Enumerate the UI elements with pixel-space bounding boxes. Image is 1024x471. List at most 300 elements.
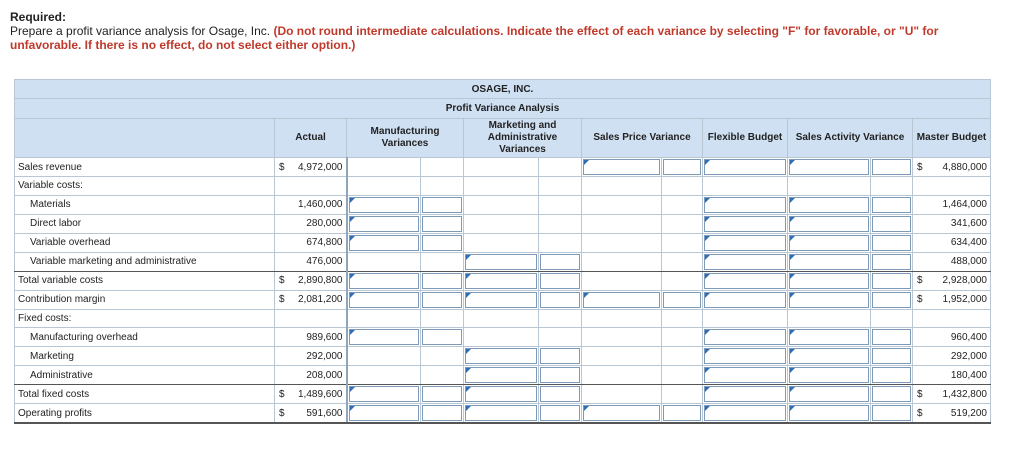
sales-activity-variance-fu-select[interactable] — [872, 405, 911, 421]
flexible-budget-input[interactable] — [704, 273, 786, 289]
mfg-variance-amount-input[interactable] — [349, 329, 420, 345]
sales-price-variance-fu-cell — [662, 347, 703, 366]
sales-price-variance-fu-select[interactable] — [663, 405, 701, 421]
mktg-variance-fu-select[interactable] — [540, 254, 580, 270]
sales-price-variance-amount-cell — [582, 233, 662, 252]
mktg-variance-amount-input[interactable] — [465, 273, 537, 289]
table-row — [15, 290, 991, 309]
actual-value — [275, 158, 347, 177]
master-value — [913, 214, 991, 233]
sales-activity-variance-fu-cell[interactable] — [871, 385, 913, 404]
sales-activity-variance-fu-cell — [871, 177, 913, 196]
mktg-variance-fu-select[interactable] — [540, 367, 580, 383]
master-amount: 341,600 — [950, 218, 987, 230]
mfg-variance-amount-cell[interactable] — [347, 404, 421, 424]
actual-amount: 476,000 — [306, 256, 343, 268]
mfg-variance-amount-input[interactable] — [349, 386, 420, 402]
flexible-budget-cell[interactable] — [703, 328, 788, 347]
master-amount: 4,880,000 — [942, 161, 987, 173]
mktg-variance-fu-cell — [539, 214, 582, 233]
mktg-variance-fu-cell — [539, 328, 582, 347]
sales-activity-variance-amount-input[interactable] — [789, 197, 869, 213]
mktg-variance-amount-input[interactable] — [465, 405, 537, 421]
flexible-budget-cell[interactable] — [703, 195, 788, 214]
mfg-variance-amount-cell[interactable] — [347, 214, 421, 233]
actual-amount: 1,489,600 — [298, 388, 343, 400]
master-value — [913, 158, 991, 177]
sales-activity-variance-amount-input[interactable] — [789, 405, 869, 421]
sales-activity-variance-amount-cell[interactable] — [788, 214, 871, 233]
mktg-variance-amount-input[interactable] — [465, 292, 537, 308]
mfg-variance-fu-cell[interactable] — [421, 404, 464, 424]
sales-price-variance-amount-cell[interactable] — [582, 158, 662, 177]
sales-activity-variance-amount-cell[interactable] — [788, 233, 871, 252]
flexible-budget-cell — [703, 177, 788, 196]
table-row — [15, 366, 991, 385]
flexible-budget-cell[interactable] — [703, 271, 788, 290]
row-label: Sales revenue — [15, 158, 275, 177]
mfg-variance-fu-cell — [421, 347, 464, 366]
actual-value — [275, 214, 347, 233]
master-value — [913, 366, 991, 385]
actual-value — [275, 347, 347, 366]
sales-price-variance-amount-cell — [582, 214, 662, 233]
currency-symbol: $ — [917, 161, 923, 173]
actual-amount: 292,000 — [306, 350, 343, 362]
row-label: Contribution margin — [15, 290, 275, 309]
master-amount: 1,464,000 — [942, 199, 987, 211]
master-value — [913, 347, 991, 366]
required-title: Required: — [10, 10, 67, 24]
actual-amount: 208,000 — [306, 369, 343, 381]
sales-price-variance-fu-cell — [662, 214, 703, 233]
col-header-manufacturing: Manufacturing Variances — [347, 119, 464, 158]
row-label: Fixed costs: — [15, 309, 275, 328]
mktg-variance-fu-select[interactable] — [540, 348, 580, 364]
mfg-variance-fu-cell — [421, 158, 464, 177]
sales-activity-variance-amount-input[interactable] — [789, 159, 869, 175]
sales-activity-variance-amount-input[interactable] — [789, 273, 869, 289]
mktg-variance-amount-input[interactable] — [465, 348, 537, 364]
mfg-variance-amount-input[interactable] — [349, 405, 420, 421]
actual-value — [275, 309, 347, 328]
mfg-variance-fu-cell[interactable] — [421, 233, 464, 252]
actual-amount: 2,081,200 — [298, 294, 343, 306]
master-amount: 180,400 — [950, 369, 987, 381]
actual-value — [275, 385, 347, 404]
master-value — [913, 328, 991, 347]
table-row — [15, 252, 991, 271]
sales-activity-variance-fu-cell[interactable] — [871, 366, 913, 385]
sales-price-variance-amount-input[interactable] — [583, 159, 660, 175]
sales-price-variance-fu-cell — [662, 252, 703, 271]
master-value — [913, 233, 991, 252]
currency-symbol: $ — [917, 388, 923, 400]
mfg-variance-amount-cell — [347, 309, 421, 328]
sales-activity-variance-fu-cell[interactable] — [871, 347, 913, 366]
mktg-variance-fu-select[interactable] — [540, 292, 580, 308]
sales-activity-variance-amount-cell[interactable] — [788, 328, 871, 347]
mfg-variance-fu-select[interactable] — [422, 292, 462, 308]
mktg-variance-fu-select[interactable] — [540, 386, 580, 402]
mktg-variance-fu-cell[interactable] — [539, 290, 582, 309]
mfg-variance-amount-cell — [347, 366, 421, 385]
sales-activity-variance-fu-select[interactable] — [872, 386, 911, 402]
row-label: Total fixed costs — [15, 385, 275, 404]
mfg-variance-amount-input[interactable] — [349, 216, 420, 232]
mfg-variance-fu-cell[interactable] — [421, 328, 464, 347]
sales-activity-variance-fu-cell[interactable] — [871, 328, 913, 347]
flexible-budget-cell[interactable] — [703, 385, 788, 404]
flexible-budget-cell[interactable] — [703, 233, 788, 252]
sales-activity-variance-fu-select[interactable] — [872, 292, 911, 308]
sales-price-variance-amount-cell — [582, 309, 662, 328]
actual-value — [275, 233, 347, 252]
table-row — [15, 309, 991, 328]
currency-symbol: $ — [279, 161, 285, 173]
sales-price-variance-amount-input[interactable] — [583, 292, 660, 308]
sales-price-variance-fu-cell — [662, 271, 703, 290]
mfg-variance-fu-select[interactable] — [422, 235, 462, 251]
master-amount: 1,432,800 — [942, 388, 987, 400]
actual-value — [275, 252, 347, 271]
master-amount: 519,200 — [950, 407, 987, 419]
master-value — [913, 195, 991, 214]
mfg-variance-amount-cell[interactable] — [347, 385, 421, 404]
mfg-variance-fu-cell — [421, 309, 464, 328]
mktg-variance-amount-cell — [464, 309, 539, 328]
mfg-variance-amount-input[interactable] — [349, 197, 420, 213]
sales-activity-variance-amount-input[interactable] — [789, 254, 869, 270]
sales-activity-variance-fu-select[interactable] — [872, 348, 911, 364]
mfg-variance-amount-cell[interactable] — [347, 233, 421, 252]
mfg-variance-fu-cell — [421, 177, 464, 196]
sales-activity-variance-fu-cell[interactable] — [871, 195, 913, 214]
flexible-budget-cell[interactable] — [703, 158, 788, 177]
sales-price-variance-fu-cell[interactable] — [662, 404, 703, 424]
table-row — [15, 214, 991, 233]
sales-price-variance-amount-cell — [582, 366, 662, 385]
flexible-budget-cell — [703, 309, 788, 328]
sales-price-variance-fu-cell[interactable] — [662, 158, 703, 177]
mfg-variance-fu-cell[interactable] — [421, 385, 464, 404]
mktg-variance-amount-cell[interactable] — [464, 347, 539, 366]
flexible-budget-cell[interactable] — [703, 366, 788, 385]
sales-activity-variance-fu-select[interactable] — [872, 273, 911, 289]
flexible-budget-cell[interactable] — [703, 214, 788, 233]
master-value — [913, 252, 991, 271]
actual-amount: 989,600 — [306, 331, 343, 343]
sales-price-variance-fu-cell — [662, 309, 703, 328]
mfg-variance-fu-cell — [421, 252, 464, 271]
sales-price-variance-amount-cell — [582, 347, 662, 366]
sales-price-variance-amount-cell[interactable] — [582, 290, 662, 309]
sales-activity-variance-amount-input[interactable] — [789, 292, 869, 308]
sales-activity-variance-fu-cell[interactable] — [871, 214, 913, 233]
mfg-variance-fu-select[interactable] — [422, 386, 462, 402]
master-amount: 488,000 — [950, 256, 987, 268]
sales-price-variance-amount-cell — [582, 328, 662, 347]
mfg-variance-amount-input[interactable] — [349, 235, 420, 251]
mktg-variance-fu-cell[interactable] — [539, 252, 582, 271]
flexible-budget-input[interactable] — [704, 235, 786, 251]
sales-activity-variance-amount-cell[interactable] — [788, 290, 871, 309]
row-label: Variable marketing and administrative — [15, 252, 275, 271]
mktg-variance-amount-cell[interactable] — [464, 385, 539, 404]
actual-amount: 1,460,000 — [298, 199, 343, 211]
mfg-variance-fu-cell — [421, 366, 464, 385]
mktg-variance-fu-cell[interactable] — [539, 404, 582, 424]
currency-symbol: $ — [917, 407, 923, 419]
row-label: Administrative — [15, 366, 275, 385]
sales-activity-variance-fu-cell[interactable] — [871, 233, 913, 252]
mktg-variance-amount-input[interactable] — [465, 386, 537, 402]
sales-activity-variance-fu-cell — [871, 309, 913, 328]
currency-symbol: $ — [917, 275, 923, 287]
sales-activity-variance-amount-cell — [788, 309, 871, 328]
mfg-variance-amount-cell[interactable] — [347, 290, 421, 309]
mfg-variance-fu-select[interactable] — [422, 405, 462, 421]
master-amount: 960,400 — [950, 331, 987, 343]
row-label: Manufacturing overhead — [15, 328, 275, 347]
currency-symbol: $ — [279, 407, 285, 419]
actual-amount: 2,890,800 — [298, 275, 343, 287]
mfg-variance-fu-select[interactable] — [422, 216, 462, 232]
sales-activity-variance-fu-cell[interactable] — [871, 271, 913, 290]
instructions — [10, 24, 1010, 52]
mktg-variance-fu-cell — [539, 309, 582, 328]
sales-activity-variance-amount-input[interactable] — [789, 348, 869, 364]
row-label: Variable overhead — [15, 233, 275, 252]
actual-value — [275, 328, 347, 347]
sales-price-variance-amount-cell — [582, 271, 662, 290]
sales-activity-variance-amount-input[interactable] — [789, 386, 869, 402]
actual-value — [275, 404, 347, 424]
mfg-variance-amount-input[interactable] — [349, 292, 420, 308]
sales-activity-variance-fu-select[interactable] — [872, 329, 911, 345]
sales-activity-variance-amount-cell[interactable] — [788, 347, 871, 366]
flexible-budget-input[interactable] — [704, 386, 786, 402]
sales-activity-variance-fu-cell[interactable] — [871, 404, 913, 424]
row-label: Operating profits — [15, 404, 275, 424]
report-title: Profit Variance Analysis — [15, 99, 991, 119]
table-row — [15, 271, 991, 290]
sales-price-variance-amount-cell — [582, 252, 662, 271]
required-instructions: (Do not round intermediate calculations. Indicate the effect of each variance by selecting "F" for favorable, or "U" for unfavorable. If there is no effect, do not select either option.) — [10, 24, 939, 52]
actual-value — [275, 290, 347, 309]
sales-activity-variance-fu-select[interactable] — [872, 159, 911, 175]
flexible-budget-cell[interactable] — [703, 347, 788, 366]
mfg-variance-amount-input[interactable] — [349, 273, 420, 289]
mktg-variance-fu-cell[interactable] — [539, 347, 582, 366]
sales-price-variance-amount-cell — [582, 385, 662, 404]
row-label: Total variable costs — [15, 271, 275, 290]
sales-activity-variance-amount-input[interactable] — [789, 367, 869, 383]
sales-activity-variance-fu-cell[interactable] — [871, 290, 913, 309]
sales-activity-variance-amount-cell[interactable] — [788, 195, 871, 214]
company-name: OSAGE, INC. — [15, 80, 991, 99]
row-label: Materials — [15, 195, 275, 214]
currency-symbol: $ — [279, 275, 285, 287]
actual-value — [275, 177, 347, 196]
actual-amount: 4,972,000 — [298, 161, 343, 173]
row-label: Variable costs: — [15, 177, 275, 196]
mktg-variance-amount-cell[interactable] — [464, 404, 539, 424]
master-value — [913, 290, 991, 309]
master-value — [913, 309, 991, 328]
mktg-variance-fu-cell[interactable] — [539, 271, 582, 290]
sales-activity-variance-amount-input[interactable] — [789, 329, 869, 345]
flexible-budget-input[interactable] — [704, 329, 786, 345]
currency-symbol: $ — [279, 388, 285, 400]
col-header-sales-activity: Sales Activity Variance — [788, 119, 913, 158]
sales-activity-variance-amount-input[interactable] — [789, 235, 869, 251]
profit-variance-table — [14, 79, 991, 424]
mktg-variance-amount-cell — [464, 177, 539, 196]
mktg-variance-amount-input[interactable] — [465, 254, 537, 270]
sales-activity-variance-amount-cell[interactable] — [788, 252, 871, 271]
mktg-variance-amount-cell[interactable] — [464, 252, 539, 271]
required-text: Prepare a profit variance analysis for Osage, Inc. — [10, 24, 271, 38]
sales-activity-variance-amount-cell[interactable] — [788, 404, 871, 424]
sales-activity-variance-amount-input[interactable] — [789, 216, 869, 232]
currency-symbol: $ — [917, 294, 923, 306]
table-row — [15, 177, 991, 196]
mfg-variance-amount-cell[interactable] — [347, 195, 421, 214]
sales-activity-variance-amount-cell[interactable] — [788, 385, 871, 404]
master-amount: 292,000 — [950, 350, 987, 362]
mktg-variance-fu-cell — [539, 158, 582, 177]
actual-value — [275, 366, 347, 385]
mfg-variance-fu-select[interactable] — [422, 197, 462, 213]
flexible-budget-input[interactable] — [704, 216, 786, 232]
sales-price-variance-amount-input[interactable] — [583, 405, 660, 421]
row-label: Direct labor — [15, 214, 275, 233]
mfg-variance-amount-cell — [347, 252, 421, 271]
sales-price-variance-amount-cell[interactable] — [582, 404, 662, 424]
actual-amount: 280,000 — [306, 218, 343, 230]
master-value — [913, 385, 991, 404]
flexible-budget-cell[interactable] — [703, 252, 788, 271]
mktg-variance-fu-cell — [539, 177, 582, 196]
mktg-variance-amount-cell — [464, 195, 539, 214]
mktg-variance-amount-cell — [464, 214, 539, 233]
sales-activity-variance-fu-select[interactable] — [872, 235, 911, 251]
flexible-budget-input[interactable] — [704, 159, 786, 175]
table-row — [15, 347, 991, 366]
sales-price-variance-fu-cell — [662, 195, 703, 214]
mktg-variance-amount-cell[interactable] — [464, 366, 539, 385]
master-amount: 2,928,000 — [942, 275, 987, 287]
sales-price-variance-fu-cell — [662, 177, 703, 196]
mktg-variance-fu-cell[interactable] — [539, 385, 582, 404]
col-header-master: Master Budget — [913, 119, 991, 158]
sales-price-variance-fu-cell — [662, 328, 703, 347]
sales-activity-variance-amount-cell[interactable] — [788, 271, 871, 290]
col-header-flexible: Flexible Budget — [703, 119, 788, 158]
flexible-budget-input[interactable] — [704, 367, 786, 383]
mktg-variance-fu-cell — [539, 233, 582, 252]
row-label: Marketing — [15, 347, 275, 366]
sales-price-variance-fu-select[interactable] — [663, 292, 701, 308]
mktg-variance-amount-cell — [464, 233, 539, 252]
sales-activity-variance-fu-select[interactable] — [872, 216, 911, 232]
sales-activity-variance-fu-cell[interactable] — [871, 158, 913, 177]
master-value — [913, 404, 991, 424]
mfg-variance-fu-cell[interactable] — [421, 214, 464, 233]
mktg-variance-amount-cell[interactable] — [464, 271, 539, 290]
sales-price-variance-fu-cell — [662, 385, 703, 404]
table-row — [15, 328, 991, 347]
mktg-variance-fu-cell[interactable] — [539, 366, 582, 385]
col-header-actual: Actual — [275, 119, 347, 158]
table-row — [15, 158, 991, 177]
table-row — [15, 195, 991, 214]
flexible-budget-input[interactable] — [704, 254, 786, 270]
sales-price-variance-amount-cell — [582, 195, 662, 214]
table-row — [15, 404, 991, 424]
mfg-variance-fu-cell[interactable] — [421, 195, 464, 214]
flexible-budget-input[interactable] — [704, 348, 786, 364]
header-blank — [15, 119, 275, 158]
flexible-budget-input[interactable] — [704, 405, 786, 421]
actual-amount: 591,600 — [306, 407, 343, 419]
col-header-sales-price: Sales Price Variance — [582, 119, 703, 158]
mfg-variance-fu-cell[interactable] — [421, 271, 464, 290]
master-amount: 1,952,000 — [942, 294, 987, 306]
sales-activity-variance-amount-cell[interactable] — [788, 366, 871, 385]
sales-price-variance-amount-cell — [582, 177, 662, 196]
master-amount: 634,400 — [950, 237, 987, 249]
flexible-budget-input[interactable] — [704, 197, 786, 213]
sales-activity-variance-amount-cell — [788, 177, 871, 196]
sales-activity-variance-fu-select[interactable] — [872, 197, 911, 213]
mfg-variance-amount-cell[interactable] — [347, 328, 421, 347]
mktg-variance-amount-cell — [464, 158, 539, 177]
sales-price-variance-fu-select[interactable] — [663, 159, 701, 175]
flexible-budget-cell[interactable] — [703, 404, 788, 424]
mfg-variance-fu-select[interactable] — [422, 329, 462, 345]
mfg-variance-fu-select[interactable] — [422, 273, 462, 289]
actual-value — [275, 271, 347, 290]
flexible-budget-cell[interactable] — [703, 290, 788, 309]
mfg-variance-amount-cell[interactable] — [347, 271, 421, 290]
mktg-variance-fu-select[interactable] — [540, 405, 580, 421]
required-section — [10, 10, 1010, 52]
mktg-variance-amount-input[interactable] — [465, 367, 537, 383]
sales-activity-variance-fu-cell[interactable] — [871, 252, 913, 271]
mfg-variance-amount-cell — [347, 347, 421, 366]
mfg-variance-fu-cell[interactable] — [421, 290, 464, 309]
actual-amount: 674,800 — [306, 237, 343, 249]
col-header-marketing: Marketing and Administrative Variances — [464, 119, 582, 158]
master-value — [913, 271, 991, 290]
sales-price-variance-fu-cell[interactable] — [662, 290, 703, 309]
table-row — [15, 385, 991, 404]
master-value — [913, 177, 991, 196]
sales-activity-variance-fu-select[interactable] — [872, 254, 911, 270]
sales-activity-variance-fu-select[interactable] — [872, 367, 911, 383]
table-row — [15, 233, 991, 252]
sales-price-variance-fu-cell — [662, 233, 703, 252]
actual-value — [275, 195, 347, 214]
mktg-variance-amount-cell[interactable] — [464, 290, 539, 309]
flexible-budget-input[interactable] — [704, 292, 786, 308]
mktg-variance-fu-cell — [539, 195, 582, 214]
mktg-variance-fu-select[interactable] — [540, 273, 580, 289]
sales-activity-variance-amount-cell[interactable] — [788, 158, 871, 177]
sales-price-variance-fu-cell — [662, 366, 703, 385]
